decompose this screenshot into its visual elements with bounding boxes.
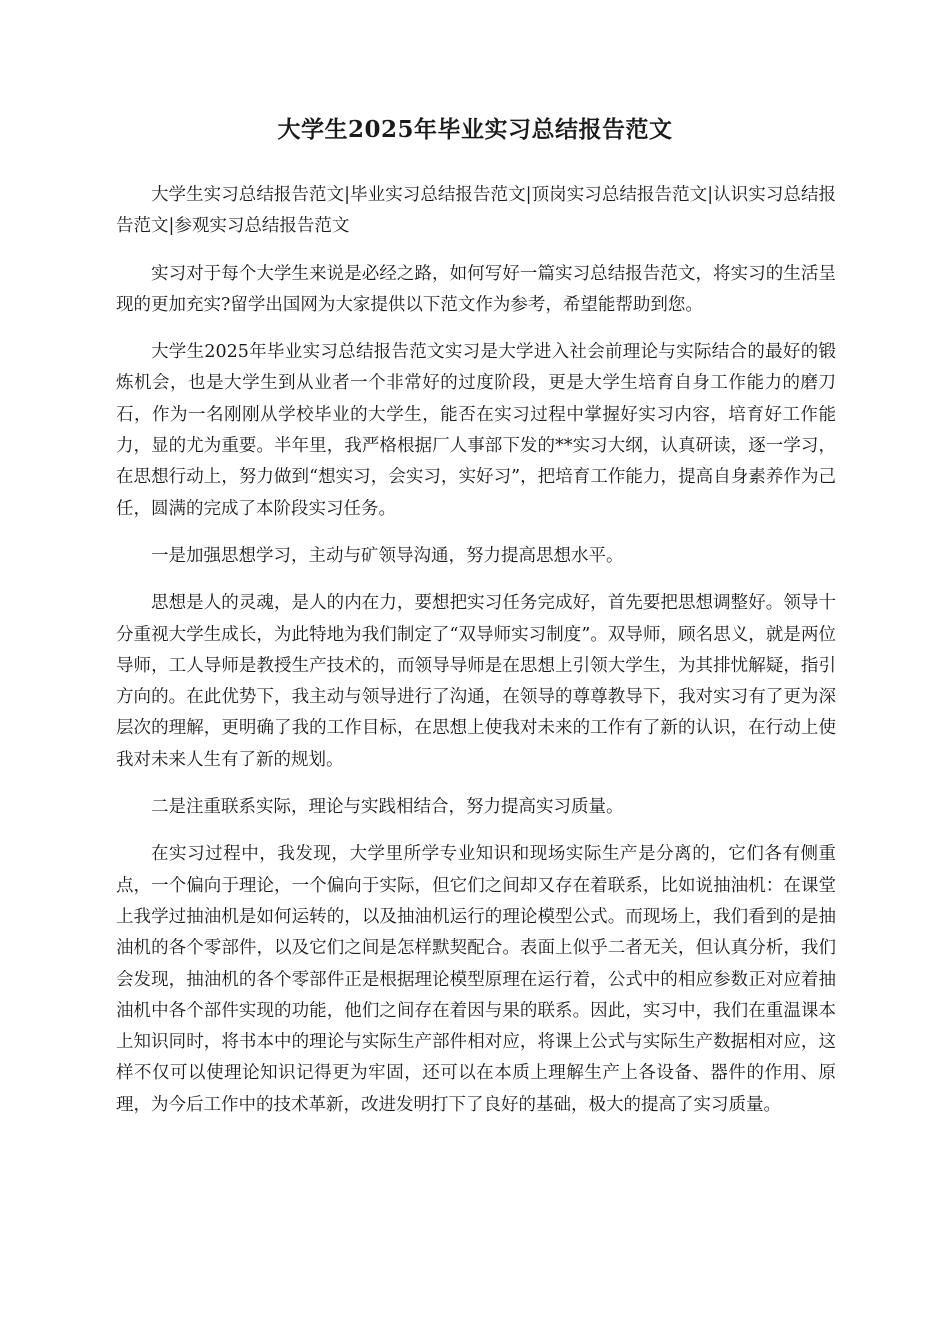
paragraph-point-two-heading: 二是注重联系实际，理论与实践相结合，努力提高实习质量。 [151,797,624,818]
document-body [116,180,836,1137]
paragraph-point-one-body: 思想是人的灵魂，是人的内在力，要想把实习任务完成好，首先要把思想调整好。领导十分重视大学生成长，为此特地为我们制定了“双导师实习制度”。双导师，顾名思义，就是两位导师，工人导师是教授生产技术的，而领导导师是在思想上引领大学生，为其排忧解疑，指引方向的。在此优势下，我主动与领导进行了沟通，在领导的尊尊教导下，我对实习有了更为深层次的理解，更明确了我的工作目标，在思想上使我对未来的工作有了新的认识，在行动上使我对未来人生有了新的规划。 [116,593,836,770]
paragraph-point-one-heading: 一是加强思想学习，主动与矿领导沟通，努力提高思想水平。 [151,545,624,566]
paragraph-overview: 大学生2025年毕业实习总结报告范文实习是大学进入社会前理论与实际结合的最好的锻炼机会，也是大学生到从业者一个非常好的过度阶段，更是大学生培育自身工作能力的磨刀石，作为一名刚刚从学校毕业的大学生，能否在实习过程中掌握好实习内容，培育好工作能力，显的尤为重要。半年里，我严格根据厂人事部下发的**实习大纲，认真研读，逐一学习，在思想行动上，努力做到“想实习，会实习，实好习”，把培育工作能力，提高自身素养作为己任，圆满的完成了本阶段实习任务。 [116,342,836,519]
paragraph-categories: 大学生实习总结报告范文|毕业实习总结报告范文|顶岗实习总结报告范文|认识实习总结报告范文|参观实习总结报告范文 [116,185,836,237]
document-title: 大学生2025年毕业实习总结报告范文 [277,116,673,143]
paragraph-point-two-body: 在实习过程中，我发现，大学里所学专业知识和现场实际生产是分离的，它们各有侧重点，一个偏向于理论，一个偏向于实际，但它们之间却又存在着联系，比如说抽油机：在课堂上我学过抽油机是如何运转的，以及抽油机运行的理论模型公式。而现场上，我们看到的是抽油机的各个零部件，以及它们之间是怎样默契配合。表面上似乎二者无关，但认真分析，我们会发现，抽油机的各个零部件正是根据理论模型原理在运行着，公式中的相应参数正对应着抽油机中各个部件实现的功能，他们之间存在着因与果的联系。因此，实习中，我们在重温课本上知识同时，将书本中的理论与实际生产部件相对应，将课上公式与实际生产数据相对应，这样不仅可以使理论知识记得更为牢固，还可以在本质上理解生产上各设备、器件的作用、原理，为今后工作中的技术革新，改进发明打下了良好的基础，极大的提高了实习质量。 [116,844,836,1115]
paragraph-intro: 实习对于每个大学生来说是必经之路，如何写好一篇实习总结报告范文，将实习的生活呈现的更加充实?留学出国网为大家提供以下范文作为参考，希望能帮助到您。 [116,263,836,315]
